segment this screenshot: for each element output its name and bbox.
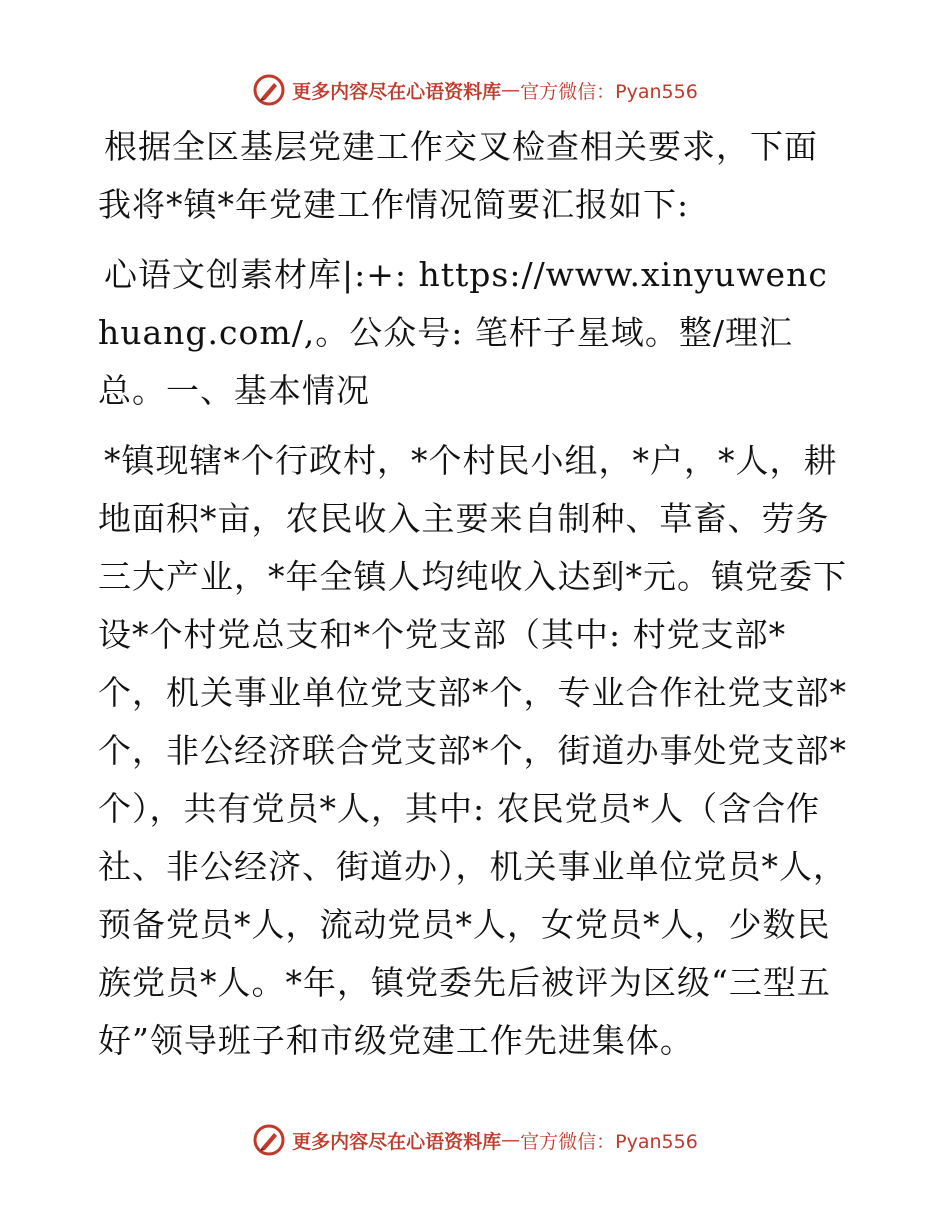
header-brand-text: 更多内容尽在心语资料库	[292, 80, 502, 103]
footer-banner	[0, 1120, 950, 1160]
document-body	[98, 118, 850, 1082]
header-wechat-text: 官方微信：Pyan556	[520, 80, 698, 103]
footer-separator: —	[501, 1129, 521, 1151]
pen-logo-icon	[252, 73, 286, 107]
pen-logo-icon	[252, 1123, 286, 1157]
header-separator: —	[501, 79, 521, 101]
footer-wechat-text: 官方微信：Pyan556	[520, 1130, 698, 1153]
paragraph-source: 心语文创素材库|:+: https://www.xinyuwenchuang.com/,。公众号: 笔杆子星域。整/理汇总。一、基本情况	[98, 255, 828, 410]
paragraph-basic-info: *镇现辖*个行政村，*个村民小组，*户，*人，耕地面积*亩，农民收入主要来自制种、草畜、劳务三大产业，*年全镇人均纯收入达到*元。镇党委下设*个村党总支和*个党支部（其中: 村党支部*个，机关事业单位党支部*个，专业合作社党支部*个，非公经济联合党支部*个，街道办事处党支部*个），共有党员*人，其中: 农民党员*人（含合作社、非公经济、街道办），机关事业单位党员*人，预备党员*人，流动党员*人，女党员*人，少数民族党员*人。*年，镇党委先后被评为区级“三型五好”领导班子和市级党建工作先进集体。	[98, 441, 847, 1060]
header-banner	[0, 70, 950, 110]
paragraph-intro: 根据全区基层党建工作交叉检查相关要求，下面我将*镇*年党建工作情况简要汇报如下:	[98, 127, 818, 224]
footer-brand-text: 更多内容尽在心语资料库	[292, 1130, 502, 1153]
